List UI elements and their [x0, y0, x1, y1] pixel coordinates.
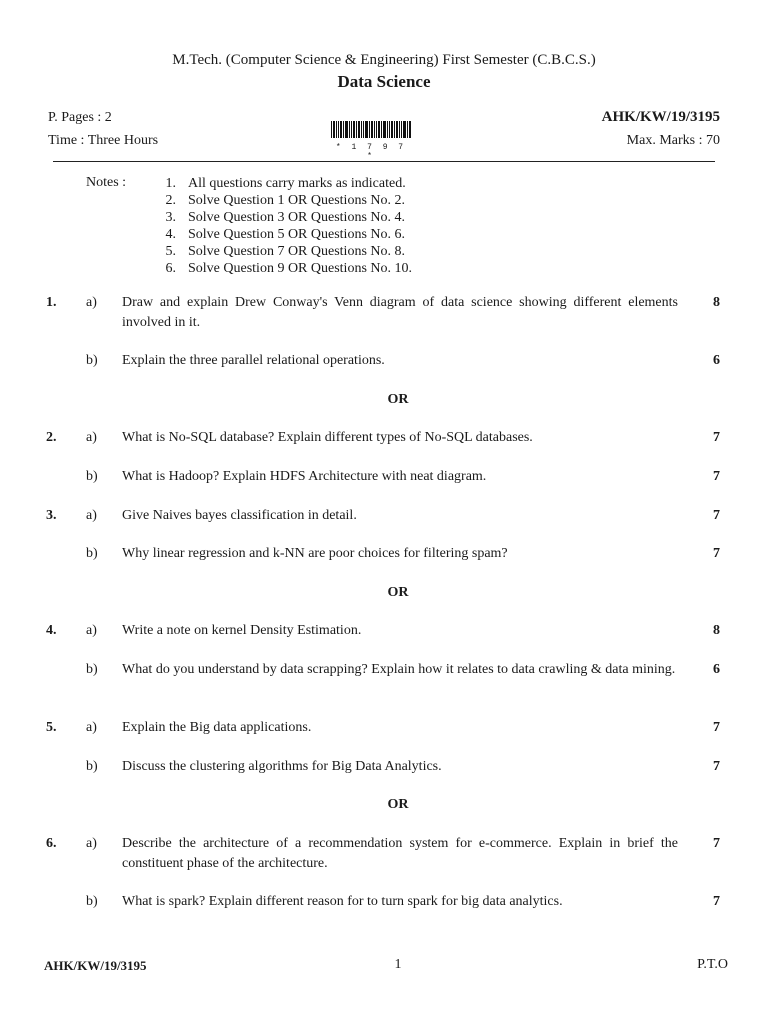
- question-part-label: b): [86, 546, 98, 561]
- question-text: Describe the architecture of a recommendation system for e-commerce. Explain in brief the constituent phase of the architecture.: [122, 836, 678, 871]
- note-number: 1.: [165, 176, 176, 191]
- notes-label: Notes :: [86, 175, 127, 190]
- footer-paper-code: AHK/KW/19/3195: [44, 958, 147, 973]
- note-item: [140, 209, 412, 226]
- question-marks: 7: [713, 469, 720, 484]
- barcode: [330, 121, 412, 161]
- question-part-label: a): [86, 508, 97, 523]
- question-part-label: b): [86, 662, 98, 677]
- question-text: What is spark? Explain different reason for to turn spark for big data analytics.: [122, 894, 563, 909]
- question-marks: 7: [713, 894, 720, 909]
- footer-page-number: 1: [394, 957, 402, 972]
- note-item: [140, 192, 412, 209]
- question-text: What is No-SQL database? Explain different types of No-SQL databases.: [122, 430, 533, 445]
- note-number: 6.: [165, 261, 176, 276]
- note-item: [140, 243, 412, 260]
- question-text: What do you understand by data scrapping? Explain how it relates to data crawling & data mining.: [122, 662, 676, 677]
- note-item: [140, 226, 412, 243]
- question-part-label: a): [86, 836, 97, 851]
- question-text: Write a note on kernel Density Estimation.: [122, 623, 362, 638]
- question-text: Why linear regression and k-NN are poor choices for filtering spam?: [122, 546, 508, 561]
- question-part-label: a): [86, 720, 97, 735]
- question-number: 5.: [46, 720, 57, 735]
- question-number: 2.: [46, 430, 57, 445]
- question-marks: 7: [713, 720, 720, 735]
- note-item: [140, 260, 412, 277]
- or-separator: OR: [387, 392, 409, 407]
- note-text: Solve Question 7 OR Questions No. 8.: [188, 244, 405, 259]
- question-number: 6.: [46, 836, 57, 851]
- question-text: Give Naives bayes classification in detail.: [122, 508, 357, 523]
- question-marks: 8: [713, 623, 720, 638]
- paper-code: AHK/KW/19/3195: [601, 109, 720, 125]
- question-marks: 7: [713, 836, 720, 851]
- question-part-label: a): [86, 623, 97, 638]
- or-separator: OR: [387, 585, 409, 600]
- note-number: 4.: [165, 227, 176, 242]
- question-part-label: b): [86, 353, 98, 368]
- barcode-number: * 1 7 9 7 *: [335, 143, 407, 161]
- question-text: Discuss the clustering algorithms for Big Data Analytics.: [122, 759, 442, 774]
- footer-pto: P.T.O: [697, 957, 728, 972]
- question-marks: 7: [713, 508, 720, 523]
- course-title: M.Tech. (Computer Science & Engineering) First Semester (C.B.C.S.): [172, 52, 596, 68]
- notes-list: [140, 175, 412, 277]
- question-marks: 7: [713, 430, 720, 445]
- subject-title: Data Science: [337, 72, 431, 91]
- question-number: 1.: [46, 295, 57, 310]
- question-text: Draw and explain Drew Conway's Venn diagram of data science showing different elements involved in it.: [122, 295, 678, 330]
- note-text: All questions carry marks as indicated.: [188, 176, 406, 191]
- question-marks: 6: [713, 662, 720, 677]
- note-number: 3.: [165, 210, 176, 225]
- page-count: P. Pages : 2: [48, 110, 112, 125]
- question-number: 4.: [46, 623, 57, 638]
- question-marks: 7: [713, 759, 720, 774]
- note-text: Solve Question 3 OR Questions No. 4.: [188, 210, 405, 225]
- question-part-label: b): [86, 759, 98, 774]
- question-marks: 8: [713, 295, 720, 310]
- question-marks: 6: [713, 353, 720, 368]
- question-text: Explain the three parallel relational operations.: [122, 353, 385, 368]
- barcode-bars-icon: [330, 121, 412, 138]
- question-text: Explain the Big data applications.: [122, 720, 312, 735]
- note-text: Solve Question 5 OR Questions No. 6.: [188, 227, 405, 242]
- question-part-label: b): [86, 469, 98, 484]
- max-marks: Max. Marks : 70: [626, 133, 720, 148]
- question-text: What is Hadoop? Explain HDFS Architecture with neat diagram.: [122, 469, 487, 484]
- question-number: 3.: [46, 508, 57, 523]
- note-number: 5.: [165, 244, 176, 259]
- question-marks: 7: [713, 546, 720, 561]
- question-part-label: a): [86, 430, 97, 445]
- exam-time: Time : Three Hours: [48, 133, 159, 148]
- question-part-label: a): [86, 295, 97, 310]
- question-part-label: b): [86, 894, 98, 909]
- note-text: Solve Question 1 OR Questions No. 2.: [188, 193, 405, 208]
- note-text: Solve Question 9 OR Questions No. 10.: [188, 261, 412, 276]
- note-item: [140, 175, 412, 192]
- header-divider: [53, 161, 715, 162]
- note-number: 2.: [165, 193, 176, 208]
- or-separator: OR: [387, 797, 409, 812]
